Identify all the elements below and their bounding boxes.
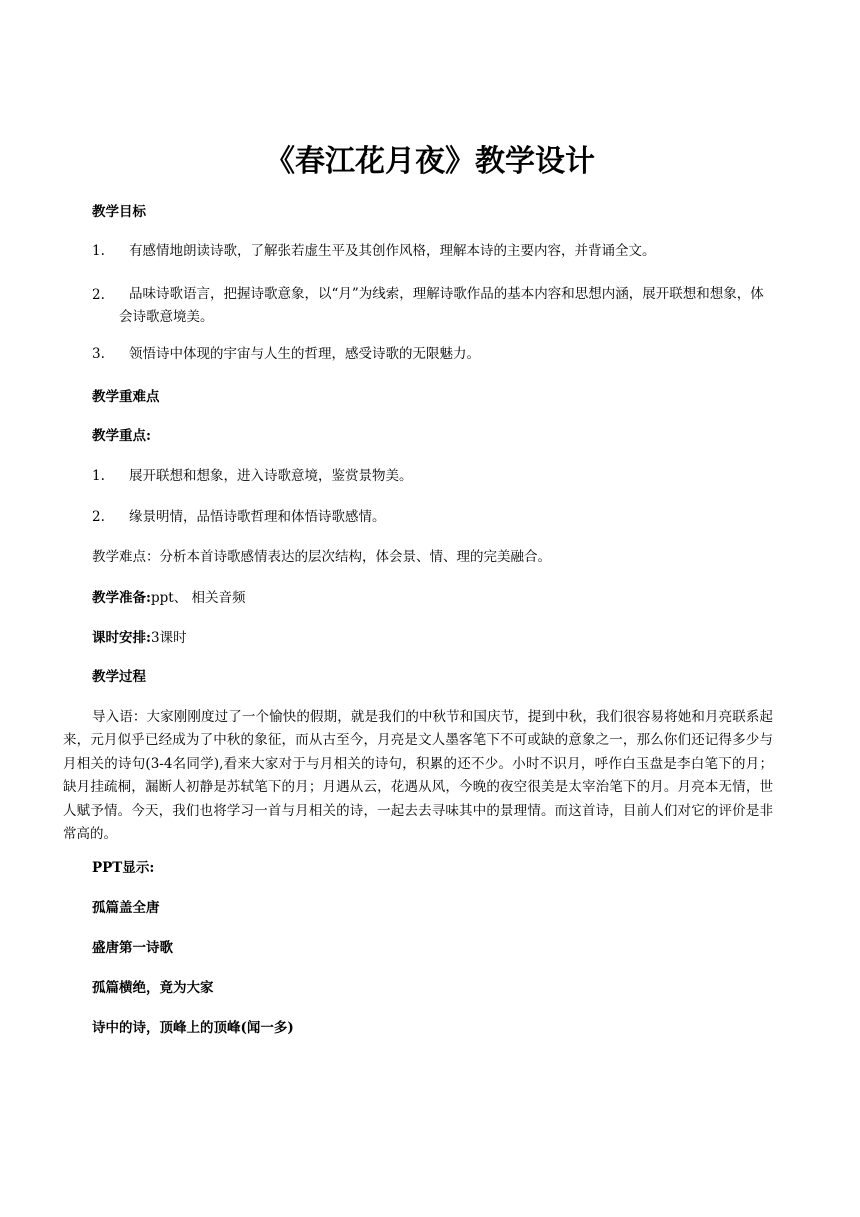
goal-text: 有感情地朗读诗歌，了解张若虚生平及其创作风格，理解本诗的主要内容，并背诵全文。 — [129, 243, 656, 259]
prep-label: 教学准备: — [92, 590, 151, 606]
key-points-heading: 教学重难点 — [92, 389, 160, 405]
ppt-line: 孤篇横绝，竟为大家 — [92, 980, 214, 996]
schedule-label: 课时安排: — [92, 630, 151, 646]
key-point-text: 缘景明情，品悟诗歌哲理和体悟诗歌感情。 — [129, 509, 386, 525]
document-title: 《春江花月夜》教学设计 — [265, 144, 595, 179]
schedule-value: 3课时 — [150, 630, 187, 646]
key-point-number: 1. — [92, 468, 105, 484]
difficulty-text: 教学难点：分析本首诗歌感情表达的层次结构，体会景、情、理的完美融合。 — [92, 549, 551, 565]
ppt-label: PPT显示: — [92, 860, 155, 876]
prep-line — [92, 589, 245, 607]
goals-heading: 教学目标 — [92, 204, 146, 220]
ppt-line: 诗中的诗，顶峰上的顶峰(闻一多) — [92, 1020, 294, 1036]
goal-number: 2. — [92, 287, 105, 303]
goal-number: 1. — [92, 243, 105, 259]
goal-number: 3. — [92, 346, 105, 362]
key-point-text: 展开联想和想象，进入诗歌意境，鉴赏景物美。 — [129, 468, 413, 484]
key-point-number: 2. — [92, 509, 105, 525]
process-heading: 教学过程 — [92, 669, 146, 685]
intro-paragraph: 导入语：大家刚刚度过了一个愉快的假期，就是我们的中秋节和国庆节，提到中秋，我们很容易将她和月亮联系起来，元月似乎已经成为了中秋的象征，而从古至今，月亮是文人墨客笔下不可或缺的意象之一，那么你们还记得多少与月相关的诗句(3-4名同学),看来大家对于与月相关的诗句，积累的还不少。小时不识月，呼作白玉盘是李白笔下的月；缺月挂疏桐，漏断人初静是苏轼笔下的月；月遇从云，花遇从风，今晚的夜空很美是太宰治笔下的月。月亮本无情，世人赋予情。今天，我们也将学习一首与月相关的诗，一起去去寻味其中的景理情。而这首诗，目前人们对它的评价是非常高的。 — [63, 709, 773, 843]
prep-value: ppt、 相关音频 — [150, 590, 246, 606]
key-points-subheading: 教学重点: — [92, 428, 151, 444]
schedule-line — [92, 629, 187, 647]
goal-text: 品味诗歌语言，把握诗歌意象，以“月”为线索，理解诗歌作品的基本内容和思想内涵，展开联想和想象，体会诗歌意境美。 — [119, 286, 764, 325]
ppt-line: 孤篇盖全唐 — [92, 900, 160, 916]
goal-text: 领悟诗中体现的宇宙与人生的哲理，感受诗歌的无限魅力。 — [129, 346, 480, 362]
ppt-line: 盛唐第一诗歌 — [92, 940, 173, 956]
